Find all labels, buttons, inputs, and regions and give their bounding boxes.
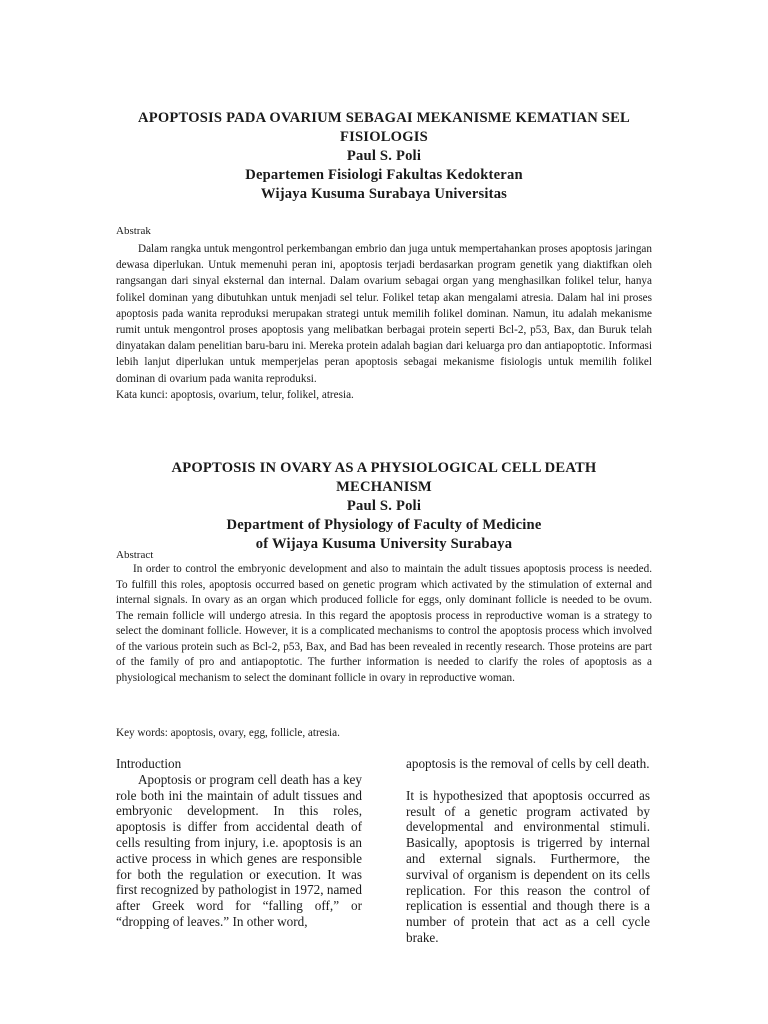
- english-abstract: [116, 548, 652, 686]
- indonesian-affiliation-line1: Departemen Fisiologi Fakultas Kedokteran: [245, 167, 523, 183]
- english-header: [116, 459, 652, 554]
- english-abstract-label: Abstract: [116, 549, 154, 561]
- body-left-column: [116, 756, 362, 930]
- intro-left-paragraph: Apoptosis or program cell death has a key role both ini the maintain of adult tissues and embryonic development. In this roles, apoptosis is differ from accidental death of cells resulting from injury, i.e. apoptosis is an active process in which genes are responsible for both the regulation or execution. It was first recognized by pathologist in 1972, named after Greek word for “falling off,” or “dropping of leaves.” In other word,: [116, 771, 362, 929]
- intro-right-paragraph-2: It is hypothesized that apoptosis occurred as result of a genetic program activated by developmental and environmental stimuli. Basically, apoptosis is trigerred by internal and external signals. Furthermore, the survival of organism is dependent on its cells replication. For this reason the control of replication is essential and though there is a number of protein that act as a cell cycle brake.: [406, 787, 650, 945]
- indonesian-keywords: Kata kunci: apoptosis, ovarium, telur, folikel, atresia.: [116, 388, 354, 401]
- indonesian-abstract-body: Dalam rangka untuk mengontrol perkembangan embrio dan juga untuk mempertahankan proses apoptosis jaringan dewasa diperlukan. Untuk memenuhi peran ini, apoptosis terjadi berdasarkan program genetik yang diaktifkan oleh rangsangan dari sinyal eksternal dan internal. Dalam ovarium sebagai organ yang menghasilkan folikel telur, hanya folikel dominan yang dibutuhkan untuk menjadi sel telur. Folikel tetap akan mengalami atresia. Dalam hal ini proses apoptosis pada wanita reproduksi merupakan strategi untuk memilih folikel dominan. Namun, itu adalah mekanisme rumit untuk mengontrol proses apoptosis yang melibatkan berbagai protein seperti Bcl-2, p53, Bax, dan Buruk telah dinyatakan dalam penelitian baru-baru ini. Mereka protein adalah bagian dari keluarga pro dan antiapoptotic. Informasi lebih lanjut diperlukan untuk memperjelas peran apoptosis sebagai mekanisme fisiologis untuk memilih folikel dominan di ovarium pada wanita reproduksi.: [116, 243, 652, 385]
- english-affiliation-line2: of Wijaya Kusuma University Surabaya: [255, 536, 513, 552]
- indonesian-affiliation-line2: Wijaya Kusuma Surabaya Universitas: [260, 186, 508, 202]
- indonesian-abstract: [116, 224, 652, 403]
- english-author: Paul S. Poli: [346, 498, 422, 514]
- english-abstract-text: [116, 562, 652, 686]
- english-affiliation-line1: Department of Physiology of Faculty of Medicine: [226, 517, 542, 533]
- indonesian-abstract-text: [116, 241, 652, 403]
- indonesian-abstract-label: Abstrak: [116, 225, 151, 237]
- paragraph-gap: [406, 772, 650, 788]
- indonesian-title-line1: APOPTOSIS PADA OVARIUM SEBAGAI MEKANISME KEMATIAN SEL: [138, 110, 630, 126]
- indonesian-author: Paul S. Poli: [346, 148, 422, 164]
- intro-right-paragraph-1: apoptosis is the removal of cells by cell death.: [406, 756, 650, 771]
- intro-heading: Introduction: [116, 756, 182, 771]
- english-title-line2: MECHANISM: [336, 479, 432, 495]
- body-right-column: [406, 756, 650, 946]
- indonesian-title-line2: FISIOLOGIS: [340, 129, 428, 145]
- indonesian-header: [116, 109, 652, 204]
- english-keywords: Key words: apoptosis, ovary, egg, follicle, atresia.: [116, 727, 340, 739]
- english-abstract-body: In order to control the embryonic development and also to maintain the adult tissues apoptosis process is needed. To fulfill this roles, apoptosis occurred based on genetic program which activated by the stimulation of external and internal signals. In ovary as an organ which produced follicle for eggs, only dominant follicle is needed to be ovum. The remain follicle will undergo atresia. In this regard the apoptosis process in reproductive woman is a strategy to select the dominant follicle. However, it is a complicated mechanisms to control the apoptosis process which involved of the various protein such as Bcl-2, p53, Bax, and Bad has been revealed in recently research. Those proteins are part of the family of pro and antiapoptotic. The further information is needed to clarify the roles of apoptosis as a physiological mechanism to select the dominant follicle in ovary in reproductive woman.: [116, 563, 652, 684]
- english-title-line1: APOPTOSIS IN OVARY AS A PHYSIOLOGICAL CELL DEATH: [171, 460, 597, 476]
